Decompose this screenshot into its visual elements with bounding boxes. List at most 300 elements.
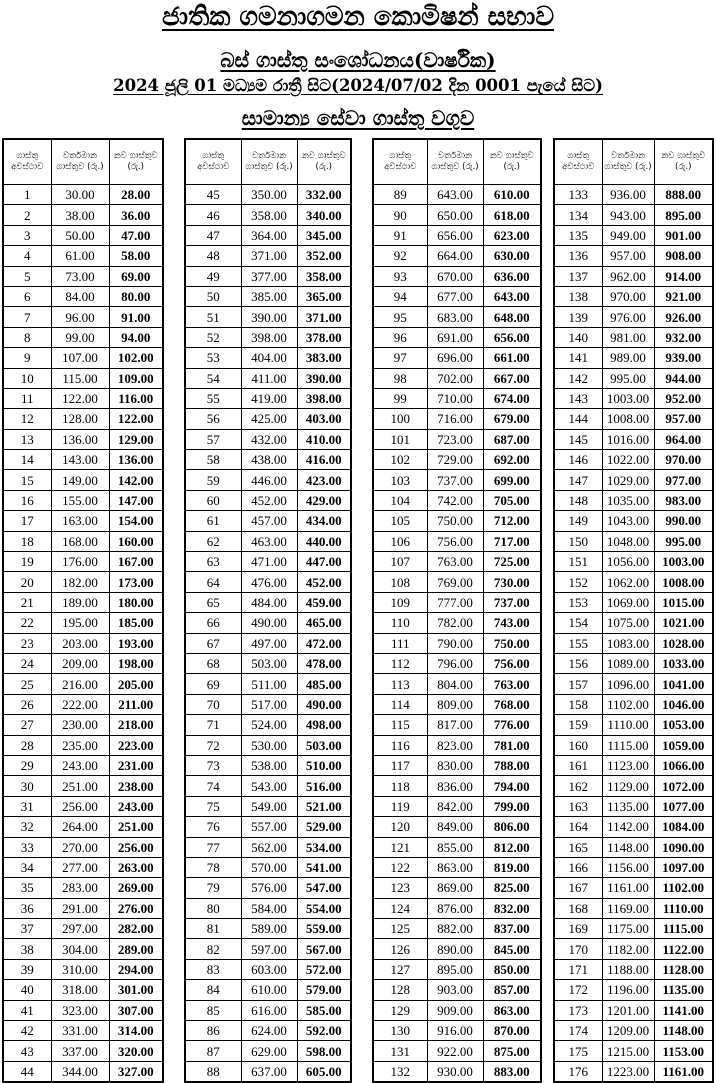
stage-cell: 4 <box>3 246 51 266</box>
new-fare-cell: 193.00 <box>109 633 163 653</box>
stage-cell: 149 <box>554 511 602 531</box>
table-row <box>3 246 163 266</box>
current-fare-cell: 737.00 <box>427 470 483 490</box>
new-fare-cell: 630.00 <box>483 246 541 266</box>
new-fare-cell: 812.00 <box>483 837 541 857</box>
stage-cell: 111 <box>373 633 427 653</box>
table-row <box>554 919 713 939</box>
current-fare-cell: 742.00 <box>427 490 483 510</box>
new-fare-cell: 440.00 <box>297 531 351 551</box>
stage-cell: 38 <box>3 939 51 959</box>
table-header <box>3 139 163 185</box>
new-fare-cell: 69.00 <box>109 266 163 286</box>
stage-cell: 74 <box>185 776 241 796</box>
table-row <box>554 531 713 551</box>
current-fare-cell: 849.00 <box>427 817 483 837</box>
current-fare-cell: 1182.00 <box>602 939 654 959</box>
current-fare-cell: 438.00 <box>241 450 297 470</box>
stage-cell: 91 <box>373 225 427 245</box>
new-fare-cell: 238.00 <box>109 776 163 796</box>
current-fare-cell: 203.00 <box>51 633 109 653</box>
new-fare-cell: 269.00 <box>109 878 163 898</box>
stage-cell: 8 <box>3 327 51 347</box>
new-fare-cell: 1059.00 <box>654 735 713 755</box>
current-fare-cell: 890.00 <box>427 939 483 959</box>
col-header-current-fare: වර්තමාන ගාස්තුව (රු.) <box>241 139 297 185</box>
stage-cell: 24 <box>3 653 51 673</box>
current-fare-cell: 1169.00 <box>602 898 654 918</box>
col-header-stage: ගාස්තු අවස්ථාව <box>554 139 602 185</box>
new-fare-cell: 554.00 <box>297 898 351 918</box>
new-fare-cell: 592.00 <box>297 1021 351 1041</box>
current-fare-cell: 1069.00 <box>602 592 654 612</box>
table-row <box>3 307 163 327</box>
new-fare-cell: 447.00 <box>297 552 351 572</box>
table-row <box>373 633 541 653</box>
new-fare-cell: 1110.00 <box>654 898 713 918</box>
table-row <box>554 429 713 449</box>
table-row <box>554 348 713 368</box>
new-fare-cell: 173.00 <box>109 572 163 592</box>
current-fare-cell: 404.00 <box>241 348 297 368</box>
current-fare-cell: 1188.00 <box>602 959 654 979</box>
new-fare-cell: 888.00 <box>654 185 713 205</box>
stage-cell: 76 <box>185 817 241 837</box>
table-row <box>3 776 163 796</box>
stage-cell: 171 <box>554 959 602 979</box>
table-row <box>554 266 713 286</box>
new-fare-cell: 712.00 <box>483 511 541 531</box>
current-fare-cell: 291.00 <box>51 898 109 918</box>
stage-cell: 75 <box>185 796 241 816</box>
stage-cell: 89 <box>373 185 427 205</box>
table-body <box>3 185 163 1083</box>
stage-cell: 110 <box>373 613 427 633</box>
stage-cell: 95 <box>373 307 427 327</box>
new-fare-cell: 610.00 <box>483 185 541 205</box>
stage-cell: 21 <box>3 592 51 612</box>
stage-cell: 93 <box>373 266 427 286</box>
stage-cell: 169 <box>554 919 602 939</box>
stage-cell: 68 <box>185 653 241 673</box>
current-fare-cell: 1029.00 <box>602 470 654 490</box>
stage-cell: 92 <box>373 246 427 266</box>
new-fare-cell: 908.00 <box>654 246 713 266</box>
new-fare-cell: 579.00 <box>297 980 351 1000</box>
current-fare-cell: 143.00 <box>51 450 109 470</box>
current-fare-cell: 1201.00 <box>602 1000 654 1020</box>
current-fare-cell: 243.00 <box>51 755 109 775</box>
new-fare-cell: 725.00 <box>483 552 541 572</box>
current-fare-cell: 1142.00 <box>602 817 654 837</box>
stage-cell: 44 <box>3 1061 51 1082</box>
stage-cell: 27 <box>3 715 51 735</box>
table-row <box>3 429 163 449</box>
current-fare-cell: 576.00 <box>241 878 297 898</box>
table-row <box>373 246 541 266</box>
stage-cell: 133 <box>554 185 602 205</box>
table-row <box>3 348 163 368</box>
stage-cell: 99 <box>373 388 427 408</box>
stage-cell: 164 <box>554 817 602 837</box>
table-row <box>185 450 351 470</box>
current-fare-cell: 616.00 <box>241 1000 297 1020</box>
table-row <box>373 1061 541 1082</box>
table-row <box>185 368 351 388</box>
table-row <box>185 1041 351 1061</box>
stage-cell: 59 <box>185 470 241 490</box>
stage-cell: 58 <box>185 450 241 470</box>
current-fare-cell: 610.00 <box>241 980 297 1000</box>
current-fare-cell: 895.00 <box>427 959 483 979</box>
new-fare-cell: 358.00 <box>297 266 351 286</box>
table-row <box>373 286 541 306</box>
new-fare-cell: 964.00 <box>654 429 713 449</box>
current-fare-cell: 371.00 <box>241 246 297 266</box>
stage-cell: 52 <box>185 327 241 347</box>
table-row <box>185 755 351 775</box>
stage-cell: 163 <box>554 796 602 816</box>
new-fare-cell: 806.00 <box>483 817 541 837</box>
stage-cell: 16 <box>3 490 51 510</box>
current-fare-cell: 99.00 <box>51 327 109 347</box>
table-row <box>185 980 351 1000</box>
current-fare-cell: 61.00 <box>51 246 109 266</box>
stage-cell: 96 <box>373 327 427 347</box>
new-fare-cell: 516.00 <box>297 776 351 796</box>
new-fare-cell: 345.00 <box>297 225 351 245</box>
new-fare-cell: 875.00 <box>483 1041 541 1061</box>
current-fare-cell: 949.00 <box>602 225 654 245</box>
table-row <box>373 348 541 368</box>
new-fare-cell: 679.00 <box>483 409 541 429</box>
stage-cell: 136 <box>554 246 602 266</box>
new-fare-cell: 327.00 <box>109 1061 163 1082</box>
col-header-current-fare: වර්තමාන ගාස්තුව (රු.) <box>427 139 483 185</box>
new-fare-cell: 472.00 <box>297 633 351 653</box>
new-fare-cell: 1046.00 <box>654 694 713 714</box>
table-row <box>373 1021 541 1041</box>
current-fare-cell: 216.00 <box>51 674 109 694</box>
table-row <box>373 796 541 816</box>
stage-cell: 123 <box>373 878 427 898</box>
stage-cell: 69 <box>185 674 241 694</box>
current-fare-cell: 683.00 <box>427 307 483 327</box>
table-row <box>373 857 541 877</box>
stage-cell: 104 <box>373 490 427 510</box>
stage-cell: 63 <box>185 552 241 572</box>
stage-cell: 66 <box>185 613 241 633</box>
current-fare-cell: 107.00 <box>51 348 109 368</box>
stage-cell: 40 <box>3 980 51 1000</box>
current-fare-cell: 1123.00 <box>602 755 654 775</box>
new-fare-cell: 692.00 <box>483 450 541 470</box>
new-fare-cell: 185.00 <box>109 613 163 633</box>
current-fare-cell: 570.00 <box>241 857 297 877</box>
new-fare-cell: 102.00 <box>109 348 163 368</box>
table-row <box>3 959 163 979</box>
current-fare-cell: 503.00 <box>241 653 297 673</box>
new-fare-cell: 529.00 <box>297 817 351 837</box>
new-fare-cell: 498.00 <box>297 715 351 735</box>
new-fare-cell: 534.00 <box>297 837 351 857</box>
col-header-current-fare: වර්තමාන ගාස්තුව (රු.) <box>51 139 109 185</box>
new-fare-cell: 28.00 <box>109 185 163 205</box>
stage-cell: 84 <box>185 980 241 1000</box>
stage-cell: 5 <box>3 266 51 286</box>
stage-cell: 158 <box>554 694 602 714</box>
current-fare-cell: 650.00 <box>427 205 483 225</box>
new-fare-cell: 674.00 <box>483 388 541 408</box>
current-fare-cell: 716.00 <box>427 409 483 429</box>
stage-cell: 61 <box>185 511 241 531</box>
stage-cell: 10 <box>3 368 51 388</box>
table-row <box>554 959 713 979</box>
new-fare-cell: 952.00 <box>654 388 713 408</box>
col-header-new-fare: නව ගාස්තුව (රු.) <box>297 139 351 185</box>
new-fare-cell: 459.00 <box>297 592 351 612</box>
new-fare-cell: 1028.00 <box>654 633 713 653</box>
stage-cell: 157 <box>554 674 602 694</box>
stage-cell: 53 <box>185 348 241 368</box>
stage-cell: 12 <box>3 409 51 429</box>
stage-cell: 15 <box>3 470 51 490</box>
new-fare-cell: 776.00 <box>483 715 541 735</box>
current-fare-cell: 637.00 <box>241 1061 297 1082</box>
current-fare-cell: 804.00 <box>427 674 483 694</box>
stage-cell: 47 <box>185 225 241 245</box>
current-fare-cell: 446.00 <box>241 470 297 490</box>
table-row <box>554 388 713 408</box>
table-row <box>373 715 541 735</box>
table-row <box>554 409 713 429</box>
stage-cell: 3 <box>3 225 51 245</box>
new-fare-cell: 289.00 <box>109 939 163 959</box>
current-fare-cell: 304.00 <box>51 939 109 959</box>
current-fare-cell: 629.00 <box>241 1041 297 1061</box>
current-fare-cell: 452.00 <box>241 490 297 510</box>
table-header <box>554 139 713 185</box>
new-fare-cell: 656.00 <box>483 327 541 347</box>
stage-cell: 18 <box>3 531 51 551</box>
new-fare-cell: 243.00 <box>109 796 163 816</box>
stage-cell: 122 <box>373 857 427 877</box>
table-header <box>373 139 541 185</box>
stage-cell: 121 <box>373 837 427 857</box>
new-fare-cell: 699.00 <box>483 470 541 490</box>
current-fare-cell: 511.00 <box>241 674 297 694</box>
stage-cell: 19 <box>3 552 51 572</box>
new-fare-cell: 490.00 <box>297 694 351 714</box>
new-fare-cell: 340.00 <box>297 205 351 225</box>
page-subtitle: බස් ගාස්තු සංශෝධනය(වාර්ෂික) <box>220 48 496 72</box>
table-row <box>185 715 351 735</box>
current-fare-cell: 562.00 <box>241 837 297 857</box>
table-row <box>3 1000 163 1020</box>
current-fare-cell: 1016.00 <box>602 429 654 449</box>
stage-cell: 28 <box>3 735 51 755</box>
table-row <box>3 1041 163 1061</box>
table-row <box>185 776 351 796</box>
current-fare-cell: 1175.00 <box>602 919 654 939</box>
table-row <box>185 490 351 510</box>
table-row <box>3 878 163 898</box>
new-fare-cell: 895.00 <box>654 205 713 225</box>
table-row <box>554 817 713 837</box>
new-fare-cell: 320.00 <box>109 1041 163 1061</box>
table-row <box>554 185 713 205</box>
table-row <box>185 388 351 408</box>
new-fare-cell: 1128.00 <box>654 959 713 979</box>
current-fare-cell: 549.00 <box>241 796 297 816</box>
stage-cell: 22 <box>3 613 51 633</box>
new-fare-cell: 990.00 <box>654 511 713 531</box>
current-fare-cell: 769.00 <box>427 572 483 592</box>
table-row <box>373 592 541 612</box>
table-row <box>554 470 713 490</box>
stage-cell: 129 <box>373 1000 427 1020</box>
new-fare-cell: 429.00 <box>297 490 351 510</box>
table-row <box>3 939 163 959</box>
current-fare-cell: 830.00 <box>427 755 483 775</box>
current-fare-cell: 497.00 <box>241 633 297 653</box>
stage-cell: 170 <box>554 939 602 959</box>
table-row <box>373 980 541 1000</box>
current-fare-cell: 691.00 <box>427 327 483 347</box>
stage-cell: 31 <box>3 796 51 816</box>
table-row <box>3 490 163 510</box>
new-fare-cell: 307.00 <box>109 1000 163 1020</box>
new-fare-cell: 598.00 <box>297 1041 351 1061</box>
table-row <box>185 511 351 531</box>
stage-cell: 50 <box>185 286 241 306</box>
new-fare-cell: 109.00 <box>109 368 163 388</box>
table-row <box>3 225 163 245</box>
current-fare-cell: 589.00 <box>241 919 297 939</box>
current-fare-cell: 251.00 <box>51 776 109 796</box>
stage-cell: 80 <box>185 898 241 918</box>
table-row <box>554 796 713 816</box>
table-row <box>185 796 351 816</box>
new-fare-cell: 122.00 <box>109 409 163 429</box>
current-fare-cell: 876.00 <box>427 898 483 918</box>
stage-cell: 73 <box>185 755 241 775</box>
current-fare-cell: 331.00 <box>51 1021 109 1041</box>
current-fare-cell: 723.00 <box>427 429 483 449</box>
new-fare-cell: 1021.00 <box>654 613 713 633</box>
current-fare-cell: 377.00 <box>241 266 297 286</box>
new-fare-cell: 717.00 <box>483 531 541 551</box>
stage-cell: 42 <box>3 1021 51 1041</box>
current-fare-cell: 1003.00 <box>602 388 654 408</box>
table-row <box>185 246 351 266</box>
table-row <box>185 531 351 551</box>
new-fare-cell: 352.00 <box>297 246 351 266</box>
new-fare-cell: 94.00 <box>109 327 163 347</box>
stage-cell: 150 <box>554 531 602 551</box>
table-row <box>3 837 163 857</box>
table-row <box>3 286 163 306</box>
current-fare-cell: 471.00 <box>241 552 297 572</box>
stage-cell: 102 <box>373 450 427 470</box>
current-fare-cell: 882.00 <box>427 919 483 939</box>
current-fare-cell: 484.00 <box>241 592 297 612</box>
table-row <box>185 959 351 979</box>
current-fare-cell: 809.00 <box>427 694 483 714</box>
new-fare-cell: 416.00 <box>297 450 351 470</box>
current-fare-cell: 817.00 <box>427 715 483 735</box>
current-fare-cell: 235.00 <box>51 735 109 755</box>
new-fare-cell: 547.00 <box>297 878 351 898</box>
stage-cell: 176 <box>554 1061 602 1082</box>
stage-cell: 175 <box>554 1041 602 1061</box>
new-fare-cell: 863.00 <box>483 1000 541 1020</box>
new-fare-cell: 750.00 <box>483 633 541 653</box>
new-fare-cell: 623.00 <box>483 225 541 245</box>
table-row <box>3 715 163 735</box>
stage-cell: 88 <box>185 1061 241 1082</box>
table-row <box>373 776 541 796</box>
table-row <box>554 857 713 877</box>
stage-cell: 112 <box>373 653 427 673</box>
stage-cell: 117 <box>373 755 427 775</box>
table-row <box>185 939 351 959</box>
current-fare-cell: 597.00 <box>241 939 297 959</box>
current-fare-cell: 995.00 <box>602 368 654 388</box>
table-row <box>373 1000 541 1020</box>
table-row <box>554 755 713 775</box>
table-row <box>3 898 163 918</box>
table-row <box>554 715 713 735</box>
new-fare-cell: 1135.00 <box>654 980 713 1000</box>
new-fare-cell: 314.00 <box>109 1021 163 1041</box>
table-row <box>554 1061 713 1082</box>
current-fare-cell: 1089.00 <box>602 653 654 673</box>
stage-cell: 139 <box>554 307 602 327</box>
new-fare-cell: 643.00 <box>483 286 541 306</box>
new-fare-cell: 1084.00 <box>654 817 713 837</box>
table-row <box>185 837 351 857</box>
new-fare-cell: 1053.00 <box>654 715 713 735</box>
current-fare-cell: 38.00 <box>51 205 109 225</box>
table-row <box>554 327 713 347</box>
current-fare-cell: 943.00 <box>602 205 654 225</box>
new-fare-cell: 434.00 <box>297 511 351 531</box>
stage-cell: 160 <box>554 735 602 755</box>
current-fare-cell: 756.00 <box>427 531 483 551</box>
table-row <box>554 694 713 714</box>
stage-cell: 168 <box>554 898 602 918</box>
table-row <box>185 613 351 633</box>
stage-cell: 62 <box>185 531 241 551</box>
current-fare-cell: 1043.00 <box>602 511 654 531</box>
new-fare-cell: 276.00 <box>109 898 163 918</box>
table-row <box>554 939 713 959</box>
col-header-new-fare: නව ගාස්තුව (රු.) <box>654 139 713 185</box>
table-row <box>3 735 163 755</box>
stage-cell: 140 <box>554 327 602 347</box>
table-row <box>185 1021 351 1041</box>
new-fare-cell: 1072.00 <box>654 776 713 796</box>
current-fare-cell: 842.00 <box>427 796 483 816</box>
table-row <box>373 511 541 531</box>
stage-cell: 78 <box>185 857 241 877</box>
current-fare-cell: 115.00 <box>51 368 109 388</box>
new-fare-cell: 667.00 <box>483 368 541 388</box>
new-fare-cell: 1015.00 <box>654 592 713 612</box>
stage-cell: 101 <box>373 429 427 449</box>
new-fare-cell: 585.00 <box>297 1000 351 1020</box>
